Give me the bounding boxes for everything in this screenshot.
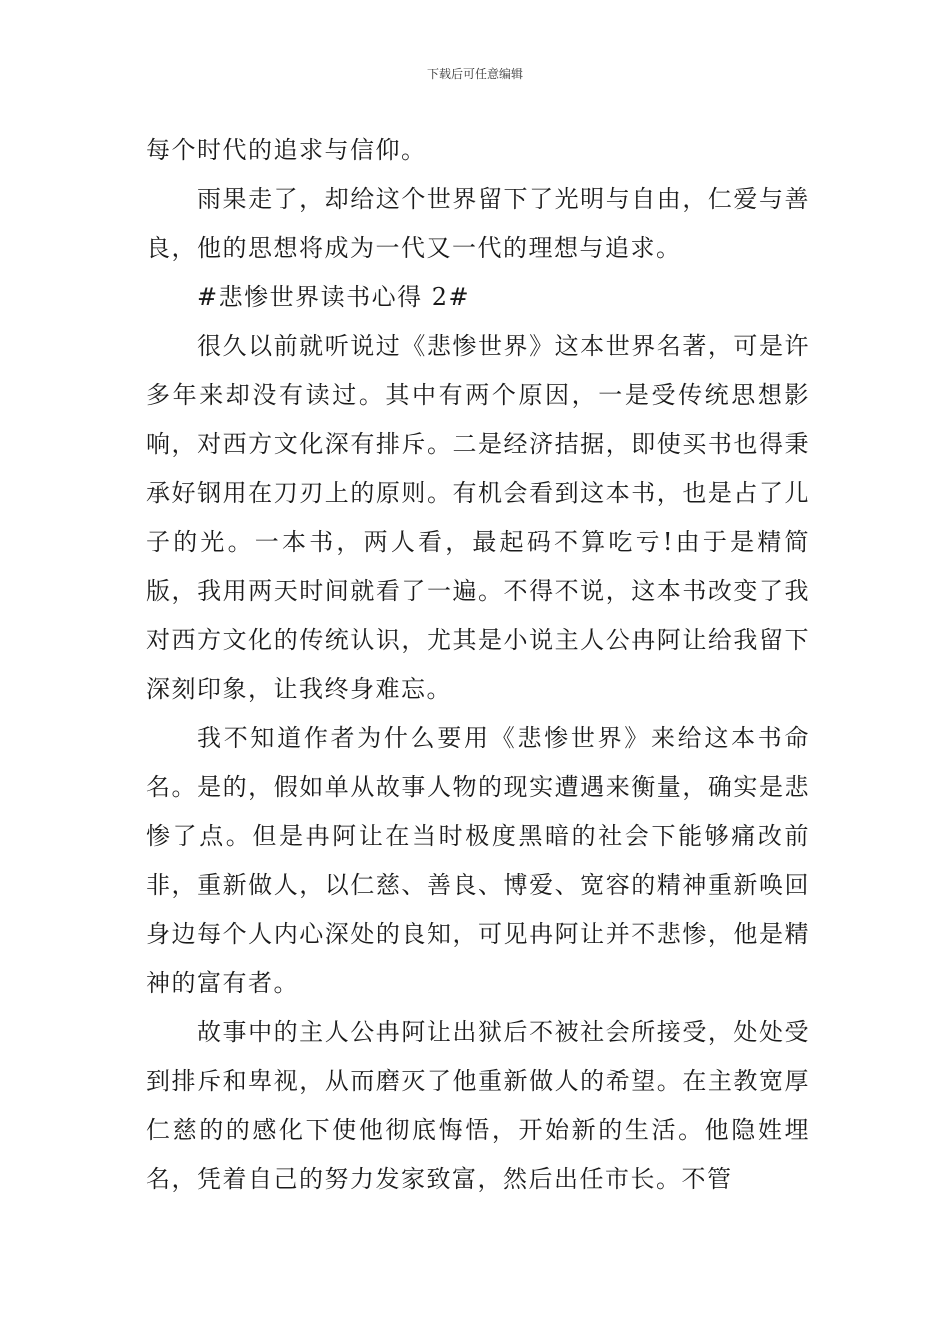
- paragraph-hugo-legacy: 雨果走了，却给这个世界留下了光明与自由，仁爱与善良，他的思想将成为一代又一代的理想与追求。: [146, 185, 810, 262]
- page-header-note: 下载后可任意编辑: [426, 67, 523, 81]
- section-heading: #悲惨世界读书心得 2#: [197, 283, 471, 311]
- paragraph-continuation: 每个时代的追求与信仰。: [146, 136, 427, 164]
- paragraph-story: 故事中的主人公冉阿让出狱后不被社会所接受，处处受到排斥和卑视，从而磨灭了他重新做人的希望。在主教宽厚仁慈的的感化下使他彻底悔悟，开始新的生活。他隐姓埋名，凭着自己的努力发家致富，然后出任市长。不管: [146, 1018, 810, 1193]
- document-body: [146, 126, 810, 1204]
- paragraph-introduction: 很久以前就听说过《悲惨世界》这本世界名著，可是许多年来却没有读过。其中有两个原因，一是受传统思想影响，对西方文化深有排斥。二是经济拮据，即使买书也得秉承好钢用在刀刃上的原则。有机会看到这本书，也是占了儿子的光。一本书，两人看，最起码不算吃亏!由于是精简版，我用两天时间就看了一遍。不得不说，这本书改变了我对西方文化的传统认识，尤其是小说主人公冉阿让给我留下深刻印象，让我终身难忘。: [146, 332, 810, 703]
- paragraph-title-meaning: 我不知道作者为什么要用《悲惨世界》来给这本书命名。是的，假如单从故事人物的现实遭遇来衡量，确实是悲惨了点。但是冉阿让在当时极度黑暗的社会下能够痛改前非，重新做人，以仁慈、善良、博爱、宽容的精神重新唤回身边每个人内心深处的良知，可见冉阿让并不悲惨，他是精神的富有者。: [146, 724, 810, 997]
